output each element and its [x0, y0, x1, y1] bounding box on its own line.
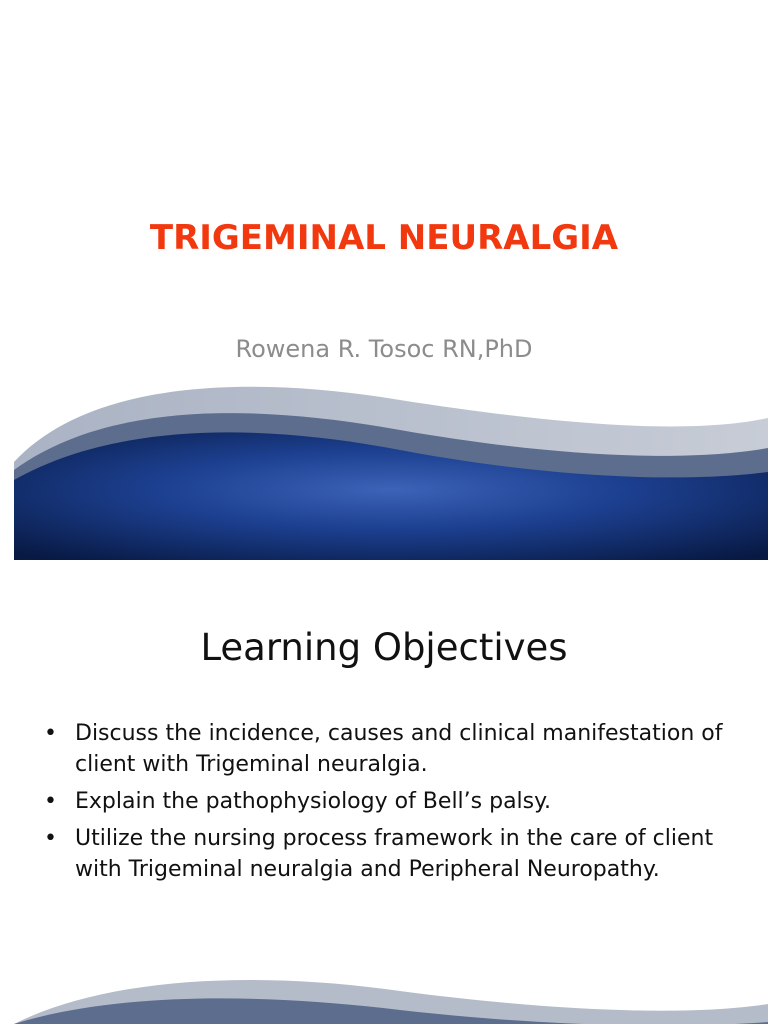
bullet-icon: •: [44, 721, 57, 746]
bullet-icon: •: [44, 789, 57, 814]
objectives-slide: [0, 576, 768, 1024]
objectives-heading: Learning Objectives: [200, 626, 568, 669]
objective-text: Discuss the incidence, causes and clinical manifestation of client with Trigeminal neuralgia.: [75, 721, 723, 777]
decorative-wave-banner-bottom: [0, 576, 768, 1024]
objective-text: Utilize the nursing process framework in the care of client with Trigeminal neuralgia and Peripheral Neuropathy.: [75, 826, 714, 882]
slide-title: TRIGEMINAL NEURALGIA: [149, 218, 619, 258]
slide-subtitle-author: Rowena R. Tosoc RN,PhD: [235, 335, 533, 363]
objective-text: Explain the pathophysiology of Bell’s palsy.: [75, 789, 552, 814]
bullet-icon: •: [44, 826, 57, 851]
